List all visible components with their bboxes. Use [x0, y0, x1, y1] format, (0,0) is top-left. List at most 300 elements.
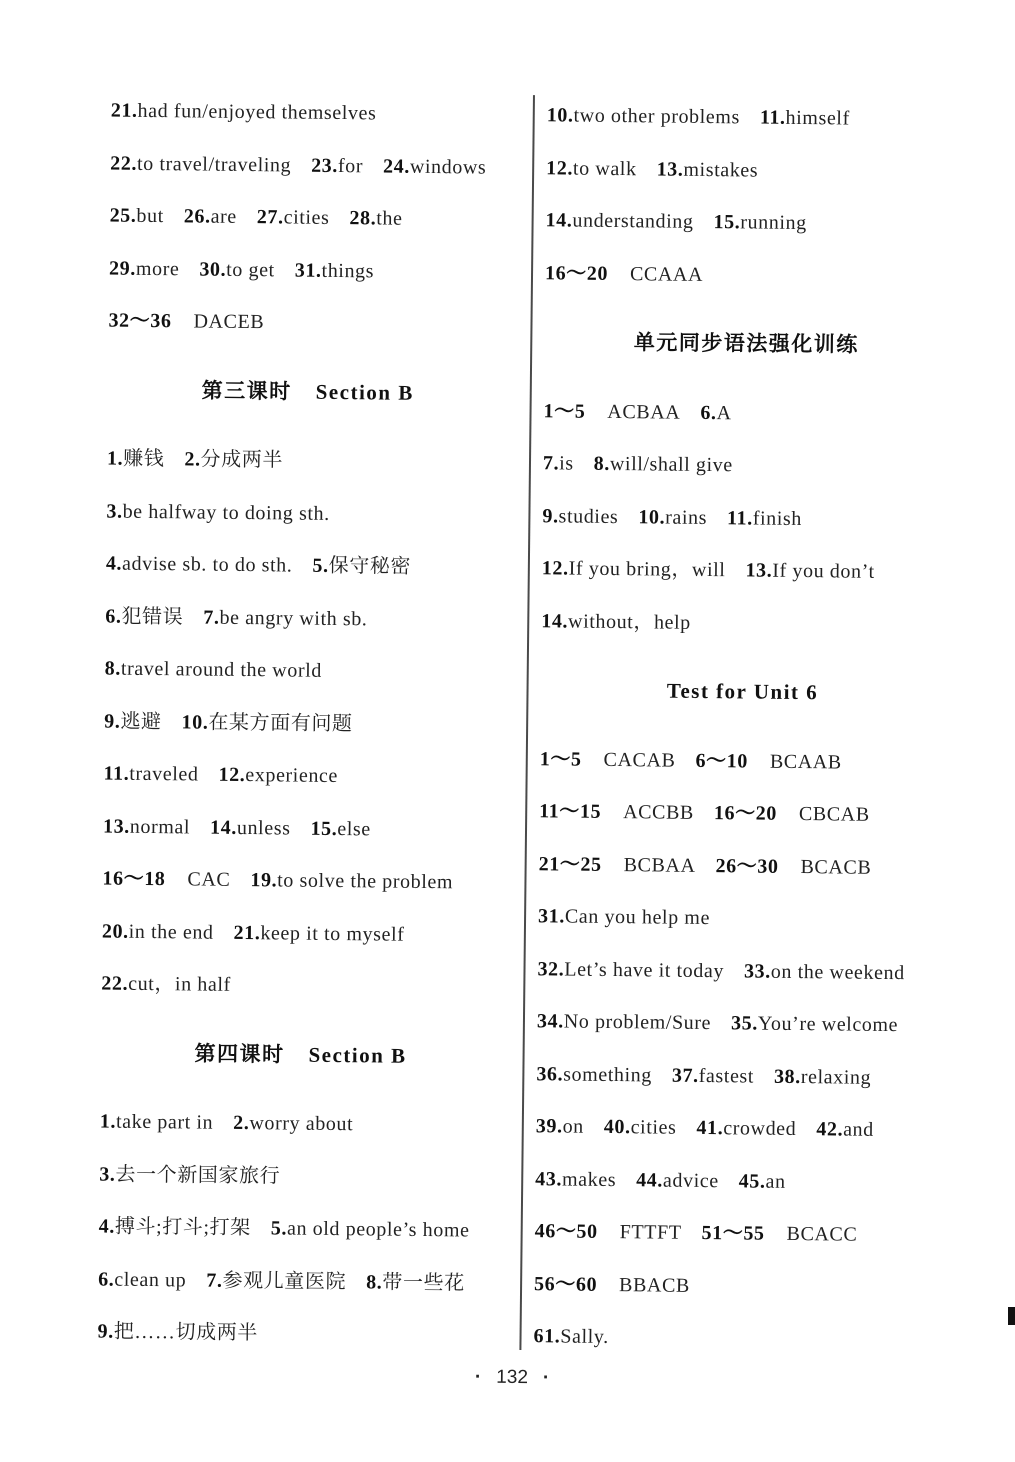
section-heading	[107, 347, 508, 437]
answer-line	[102, 852, 503, 909]
answer-item	[695, 749, 842, 773]
answer-text: BCACB	[800, 855, 872, 879]
left-column	[97, 85, 511, 1363]
answer-item	[744, 960, 905, 984]
question-number: 3.	[106, 500, 123, 523]
answer-item	[604, 1116, 677, 1139]
answer-item	[594, 453, 733, 477]
page-number: 132	[496, 1366, 529, 1389]
edge-mark	[1008, 1307, 1015, 1325]
section-heading	[544, 299, 949, 389]
answer-text: mistakes	[683, 158, 759, 182]
question-number: 4.	[98, 1215, 116, 1238]
answer-text: windows	[409, 155, 487, 179]
answer-item	[181, 711, 352, 735]
answer-text: DACEB	[193, 310, 265, 334]
answer-text: 带一些花	[382, 1271, 465, 1294]
answer-item	[206, 1269, 346, 1293]
question-number: 9.	[97, 1320, 114, 1343]
answer-line	[103, 747, 504, 804]
question-number: 7.	[542, 452, 560, 475]
answer-line	[97, 1305, 498, 1362]
answer-item	[816, 1118, 874, 1141]
question-number: 13.	[656, 157, 684, 181]
answer-item	[536, 1063, 652, 1086]
footer-dot: ·	[542, 1367, 550, 1389]
question-number: 56～60	[533, 1272, 598, 1296]
answer-item	[271, 1217, 470, 1241]
answer-line	[108, 295, 509, 352]
answer-item	[311, 154, 363, 177]
section-heading-text: 单元同步语法强化训练	[633, 330, 859, 357]
question-number: 16～18	[102, 867, 166, 891]
answer-item	[210, 816, 291, 839]
question-number: 34.	[536, 1010, 564, 1033]
answer-text: unless	[236, 816, 291, 840]
answer-item	[537, 958, 724, 982]
question-number: 12.	[541, 557, 569, 580]
answer-item	[542, 557, 726, 581]
answer-text: Let’s have it today	[564, 957, 725, 982]
answer-text: take part in	[115, 1110, 214, 1134]
answer-item	[99, 1163, 280, 1187]
answer-text: running	[740, 211, 807, 235]
answer-item	[714, 802, 870, 826]
answer-text: finish	[752, 507, 803, 530]
question-number: 26.	[183, 205, 211, 228]
answer-text: BBACB	[618, 1273, 691, 1297]
answer-text: rains	[665, 506, 708, 529]
question-number: 7.	[203, 606, 220, 629]
question-number: 30.	[199, 258, 227, 281]
answer-text: Sally.	[560, 1325, 609, 1348]
answer-text: studies	[558, 504, 619, 528]
column-divider	[519, 95, 534, 1350]
question-number: 14.	[545, 209, 573, 232]
answer-item	[105, 658, 322, 682]
answer-text: advise sb. to do sth.	[121, 552, 293, 577]
answer-line	[536, 1100, 941, 1157]
answer-item	[106, 500, 330, 524]
answer-item	[366, 1271, 465, 1294]
question-number: 22.	[101, 972, 129, 995]
answer-text: 赚钱	[123, 447, 165, 471]
answer-text: had fun/enjoyed themselves	[137, 99, 377, 125]
answer-item	[541, 610, 691, 634]
answer-text: in the end	[128, 920, 214, 944]
answer-item	[98, 1268, 186, 1291]
question-number: 24.	[382, 154, 411, 178]
section-heading	[540, 647, 945, 737]
answer-text: an	[765, 1170, 786, 1193]
question-number: 4.	[105, 552, 123, 575]
answer-text: CCAAA	[629, 262, 704, 286]
answer-line	[104, 695, 505, 752]
answer-item	[715, 855, 871, 879]
question-number: 10.	[638, 505, 666, 529]
question-number: 5.	[270, 1217, 288, 1240]
answer-text: worry about	[249, 1112, 354, 1136]
answer-line	[542, 542, 947, 599]
answer-item	[103, 762, 198, 785]
question-number: 42.	[816, 1118, 844, 1141]
question-number: 13.	[745, 559, 773, 582]
question-number: 8.	[366, 1270, 383, 1294]
question-number: 36.	[536, 1062, 564, 1085]
answer-item	[727, 507, 802, 530]
answer-line	[534, 1258, 939, 1315]
question-number: 21.	[110, 99, 138, 122]
question-number: 2.	[184, 448, 201, 471]
question-number: 39.	[535, 1115, 563, 1138]
answer-text: clean up	[114, 1268, 187, 1291]
answer-text: to travel/traveling	[136, 152, 292, 176]
answer-text: an old people’s home	[286, 1217, 470, 1242]
answer-text: 保守秘密	[328, 554, 412, 578]
answer-text: CBCAB	[798, 803, 870, 826]
answer-text: advice	[662, 1169, 719, 1192]
answer-text: 分成两半	[200, 448, 284, 472]
answer-text: 去一个新国家旅行	[115, 1163, 281, 1187]
answer-item	[105, 605, 183, 628]
question-number: 7.	[206, 1269, 223, 1292]
question-number: 35.	[730, 1012, 759, 1035]
answer-line	[99, 1148, 500, 1205]
answer-text: makes	[561, 1167, 617, 1191]
answer-text: on	[562, 1115, 584, 1138]
answer-item	[745, 559, 874, 582]
answer-text: and	[843, 1118, 874, 1141]
answer-item	[539, 800, 694, 824]
question-number: 23.	[311, 154, 339, 177]
answer-text: is	[559, 452, 574, 475]
question-number: 31.	[294, 259, 322, 282]
question-number: 6～10	[695, 749, 749, 772]
answer-item	[535, 1220, 682, 1244]
answer-line	[546, 89, 951, 146]
answer-text: to get	[226, 258, 275, 281]
question-number: 19.	[250, 869, 278, 892]
section-heading-text: Section B	[315, 379, 414, 405]
question-number: 1～5	[539, 747, 582, 771]
answer-text: normal	[129, 815, 191, 838]
answer-text: BCACC	[786, 1222, 858, 1246]
answer-text: without，help	[567, 610, 691, 634]
question-number: 44.	[636, 1168, 664, 1192]
answer-item	[545, 262, 703, 286]
answer-item	[713, 211, 806, 234]
question-number: 2.	[233, 1111, 250, 1135]
question-number: 11～15	[539, 800, 602, 823]
answer-text: 犯错误	[121, 605, 184, 628]
answer-item	[97, 1320, 258, 1344]
answer-item	[102, 867, 230, 890]
section-heading-text: Test for Unit 6	[666, 678, 819, 705]
answer-text: FTTFT	[619, 1221, 682, 1244]
question-number: 14.	[541, 609, 569, 633]
answer-item	[218, 764, 338, 787]
answer-item	[638, 506, 707, 529]
question-number: 46～50	[534, 1220, 598, 1243]
question-number: 1.	[99, 1110, 117, 1133]
answer-item	[636, 1169, 719, 1192]
answer-text: but	[136, 204, 164, 228]
answer-line	[534, 1205, 939, 1262]
answer-item	[110, 205, 164, 228]
answer-text: understanding	[572, 209, 694, 233]
question-number: 32～36	[108, 309, 172, 333]
answer-line	[535, 1153, 940, 1210]
answer-item	[546, 209, 694, 233]
question-number: 20.	[101, 919, 129, 943]
answer-item	[536, 1115, 584, 1138]
answer-item	[111, 100, 377, 125]
question-number: 5.	[312, 554, 329, 577]
answer-line	[109, 190, 510, 247]
answer-item	[739, 1170, 786, 1193]
question-number: 6.	[105, 605, 122, 628]
answer-text: be halfway to doing sth.	[122, 500, 330, 525]
answer-item	[184, 448, 283, 471]
answer-text: more	[135, 257, 180, 280]
answer-item	[774, 1065, 871, 1088]
answer-text: cut，in half	[128, 972, 231, 996]
answer-text: BCBAA	[623, 853, 696, 877]
answer-item	[543, 400, 680, 423]
question-number: 6.	[700, 401, 717, 424]
answer-line	[98, 1253, 499, 1310]
answer-item	[257, 206, 330, 229]
answer-text: 搏斗;打斗;打架	[114, 1215, 251, 1240]
answer-item	[349, 207, 402, 230]
question-number: 15.	[713, 211, 741, 234]
answer-line	[543, 437, 948, 494]
answer-text: cities	[630, 1116, 677, 1139]
answer-line	[543, 385, 948, 442]
section-heading-text: 第三课时	[201, 378, 292, 404]
answer-item	[233, 921, 404, 945]
question-number: 61.	[533, 1325, 561, 1348]
question-number: 16～20	[713, 802, 778, 825]
answer-line	[102, 905, 503, 962]
answer-item	[701, 1222, 857, 1246]
answer-item	[539, 853, 696, 877]
answer-line	[106, 538, 507, 595]
answer-item	[383, 155, 486, 178]
answer-line	[545, 247, 950, 304]
answer-text: to solve the problem	[277, 869, 454, 894]
question-number: 12.	[218, 763, 246, 787]
question-number: 9.	[542, 504, 559, 527]
question-number: 3.	[99, 1162, 116, 1186]
answer-text: two other problems	[573, 104, 741, 129]
answer-text: traveled	[129, 762, 199, 786]
section-heading	[100, 1010, 501, 1100]
answer-item	[203, 606, 367, 630]
answer-text: 参观儿童医院	[222, 1269, 347, 1293]
answer-text: relaxing	[800, 1065, 872, 1089]
answer-item	[295, 259, 375, 282]
answer-line	[107, 433, 508, 490]
question-number: 22.	[110, 152, 138, 175]
answer-text: 把……切成两半	[113, 1320, 259, 1345]
answer-text: You’re welcome	[757, 1012, 899, 1037]
answer-item	[731, 1012, 898, 1036]
answer-text: himself	[785, 106, 850, 130]
question-number: 11.	[759, 106, 786, 129]
answer-text: BCAAB	[769, 750, 842, 773]
answer-item	[110, 152, 291, 176]
answer-item	[540, 748, 676, 771]
answer-item	[100, 1110, 214, 1133]
answer-text: fastest	[698, 1064, 755, 1088]
question-number: 37.	[671, 1064, 699, 1087]
footer-dot: ·	[474, 1366, 482, 1388]
answer-line	[537, 943, 942, 1000]
answer-text: travel around the world	[120, 657, 323, 682]
answer-text: experience	[245, 764, 339, 788]
answer-text: No problem/Sure	[563, 1010, 712, 1035]
answer-item	[537, 1010, 711, 1034]
answer-line	[537, 995, 942, 1052]
question-number: 8.	[104, 657, 122, 680]
answer-item	[542, 505, 618, 528]
answer-text: for	[337, 154, 364, 177]
answer-line	[106, 485, 507, 542]
answer-item	[538, 905, 710, 929]
answer-item	[108, 310, 264, 334]
answer-line	[539, 785, 944, 842]
question-number: 33.	[743, 959, 771, 983]
answer-text: CACAB	[603, 748, 676, 772]
answer-line	[100, 1095, 501, 1152]
question-number: 6.	[98, 1267, 115, 1291]
answer-item	[107, 448, 165, 471]
section-heading-text: 第四课时	[194, 1040, 285, 1066]
answer-item	[533, 1325, 608, 1348]
answer-item	[199, 258, 275, 281]
answer-item	[184, 205, 237, 228]
question-number: 14.	[209, 816, 238, 839]
question-number: 1～5	[543, 399, 586, 423]
question-number: 21.	[233, 921, 261, 944]
answer-text: else	[337, 817, 371, 840]
answer-item	[310, 817, 371, 840]
answer-line	[533, 1310, 938, 1367]
answer-item	[102, 920, 214, 943]
answer-text: cities	[283, 206, 330, 229]
answer-text: ACBAA	[607, 400, 681, 424]
answer-line	[103, 800, 504, 857]
question-number: 38.	[773, 1065, 801, 1088]
answer-text: to walk	[572, 157, 637, 180]
question-number: 12.	[546, 156, 574, 180]
question-number: 51～55	[701, 1221, 765, 1245]
answer-line	[110, 137, 511, 194]
answer-text: ACCBB	[623, 801, 695, 824]
question-number: 32.	[537, 957, 565, 980]
answer-item	[535, 1168, 616, 1191]
answer-line	[104, 643, 505, 700]
answer-item	[99, 1215, 251, 1239]
question-number: 10.	[181, 710, 209, 734]
answer-text: things	[321, 259, 375, 282]
answer-item	[101, 972, 231, 995]
right-column	[533, 89, 951, 1367]
question-number: 45.	[738, 1169, 766, 1193]
answer-line	[536, 1048, 941, 1105]
answer-text: will/shall give	[609, 452, 733, 477]
answer-line	[538, 890, 943, 947]
answer-item	[109, 257, 180, 280]
answer-item	[546, 157, 637, 180]
question-number: 15.	[310, 817, 338, 840]
answer-line	[541, 595, 946, 652]
answer-line	[546, 142, 951, 199]
question-number: 9.	[104, 710, 121, 733]
answer-item	[547, 104, 740, 128]
answer-item	[696, 1117, 796, 1140]
answer-text: are	[210, 205, 237, 228]
answer-line	[101, 957, 502, 1014]
answer-item	[106, 553, 293, 577]
answer-item	[543, 452, 574, 474]
section-heading-text: Section B	[308, 1042, 407, 1068]
answer-line	[542, 490, 947, 547]
answer-text: keep it to myself	[260, 921, 405, 946]
answer-item	[657, 158, 759, 181]
answer-item	[104, 710, 162, 733]
answer-line	[538, 838, 943, 895]
answer-item	[233, 1112, 353, 1135]
answer-line	[105, 590, 506, 647]
answer-text: 在某方面有问题	[208, 711, 353, 735]
question-number: 41.	[696, 1116, 724, 1140]
question-number: 28.	[349, 207, 377, 230]
answer-text: be angry with sb.	[219, 606, 368, 630]
answer-item	[672, 1064, 754, 1087]
question-number: 8.	[593, 452, 611, 475]
answer-text: Can you help me	[564, 905, 711, 930]
answer-line	[109, 242, 510, 299]
answer-text: on the weekend	[770, 960, 905, 984]
question-number: 1.	[106, 447, 124, 470]
answer-line	[98, 1200, 499, 1257]
answer-text: A	[716, 401, 732, 424]
answer-line	[545, 194, 950, 251]
question-number: 10.	[546, 104, 574, 127]
answer-item	[760, 107, 850, 130]
answer-item	[312, 555, 411, 578]
question-number: 26～30	[715, 854, 779, 878]
answer-line	[111, 85, 512, 142]
question-number: 25.	[109, 204, 137, 227]
answer-text: 逃避	[120, 710, 162, 733]
answer-key-page	[83, 75, 957, 1404]
answer-item	[103, 815, 190, 838]
question-number: 29.	[108, 257, 137, 280]
question-number: 11.	[726, 506, 753, 530]
question-number: 40.	[603, 1115, 631, 1139]
answer-text: something	[563, 1062, 653, 1086]
answer-text: If you don’t	[772, 559, 875, 583]
answer-item	[250, 869, 453, 893]
question-number: 27.	[256, 206, 284, 229]
answer-text: CAC	[187, 868, 231, 891]
question-number: 31.	[537, 905, 566, 928]
answer-item	[700, 401, 731, 423]
question-number: 43.	[535, 1167, 563, 1190]
